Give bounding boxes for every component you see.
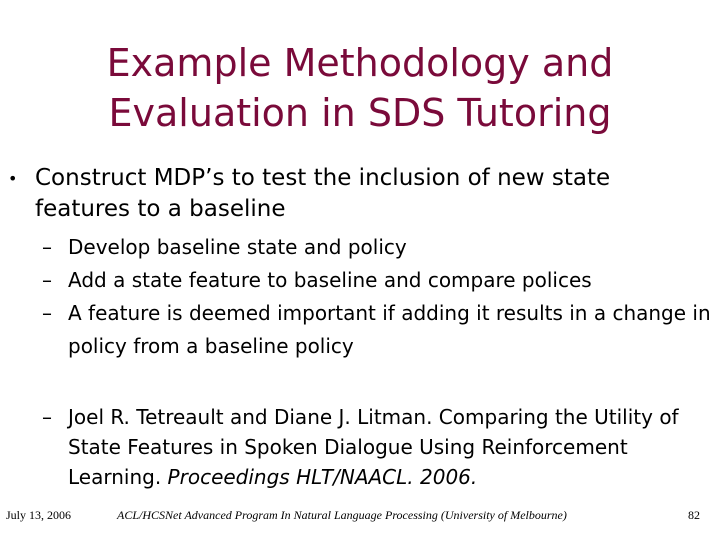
slide-title [0, 38, 720, 138]
footer-course: ACL/HCSNet Advanced Program In Natural Language Processing (University of Melbourne) [117, 508, 567, 522]
slide-footer [0, 508, 720, 528]
dash-marker: – [42, 405, 52, 429]
dash-marker: – [42, 268, 52, 292]
reference-item [42, 402, 712, 492]
sub-bullet [42, 264, 712, 297]
main-bullet [8, 163, 708, 225]
dash-marker: – [42, 235, 52, 259]
bullet-marker: • [8, 169, 18, 188]
sub-bullet-text: Add a state feature to baseline and compare polices [68, 268, 592, 292]
sub-bullet [42, 297, 712, 363]
title-line-1: Example Methodology and [106, 41, 614, 85]
reference-bullet [42, 402, 712, 492]
reference-text: Joel R. Tetreault and Diane J. Litman. Comparing the Utility of State Features in Spoken Dialogue Using Reinforcement Learning. [68, 405, 679, 489]
footer-date: July 13, 2006 [6, 508, 72, 522]
page-number: 82 [688, 508, 700, 522]
sub-bullet-text: A feature is deemed important if adding it results in a change in policy from a baseline policy [68, 301, 711, 358]
sub-bullet-text: Develop baseline state and policy [68, 235, 407, 259]
sub-bullet-list [42, 231, 712, 363]
sub-bullet [42, 231, 712, 264]
main-bullet-text: Construct MDP’s to test the inclusion of new state features to a baseline [35, 165, 611, 222]
dash-marker: – [42, 301, 52, 325]
reference-venue: Proceedings HLT/NAACL. 2006. [167, 465, 478, 489]
title-line-2: Evaluation in SDS Tutoring [108, 91, 612, 135]
